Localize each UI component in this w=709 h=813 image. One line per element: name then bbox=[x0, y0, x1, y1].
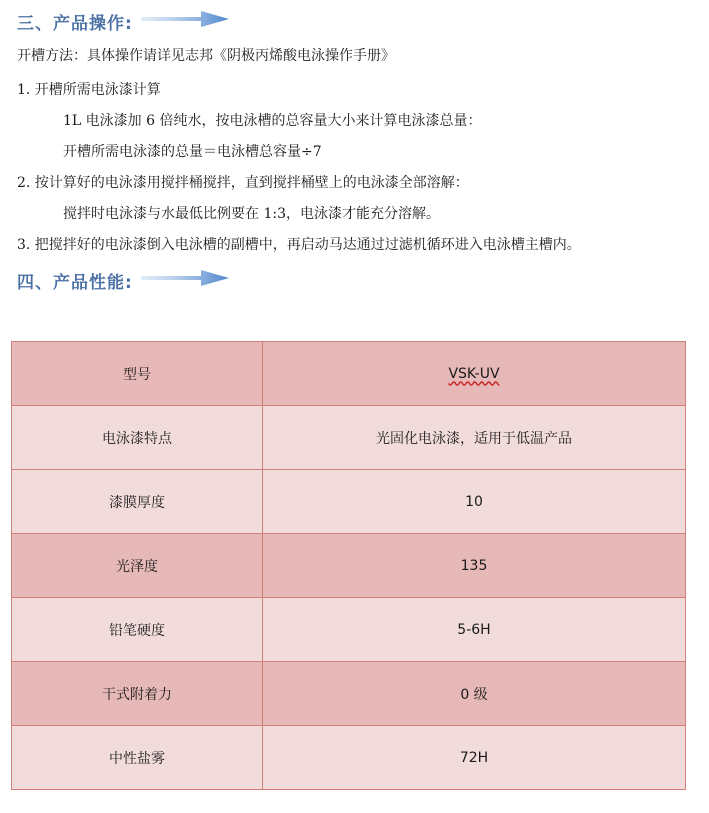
spec-value bbox=[263, 342, 686, 406]
spec-label: 中性盐雾 bbox=[12, 726, 263, 790]
step-1-detail-b: 开槽所需电泳漆的总量＝电泳槽总容量÷7 bbox=[63, 144, 322, 160]
spec-label: 型号 bbox=[12, 342, 263, 406]
table-row bbox=[12, 726, 686, 790]
spec-table bbox=[11, 341, 686, 790]
table-row bbox=[12, 662, 686, 726]
section-3-title: 三、产品操作: bbox=[17, 14, 133, 34]
spec-value: 72H bbox=[263, 726, 686, 790]
section-4-heading bbox=[17, 267, 231, 294]
table-row bbox=[12, 534, 686, 598]
spec-value: 5-6H bbox=[263, 598, 686, 662]
step-3: 3. 把搅拌好的电泳漆倒入电泳槽的副槽中，再启动马达通过过滤机循环进入电泳槽主槽内。 bbox=[17, 237, 581, 253]
spec-value: 0 级 bbox=[263, 662, 686, 726]
spec-label: 铅笔硬度 bbox=[12, 598, 263, 662]
table-row bbox=[12, 342, 686, 406]
spec-value: 10 bbox=[263, 470, 686, 534]
arrow-right-icon bbox=[139, 267, 231, 294]
spec-label: 光泽度 bbox=[12, 534, 263, 598]
step-2-detail: 搅拌时电泳漆与水最低比例要在 1:3，电泳漆才能充分溶解。 bbox=[63, 206, 440, 222]
intro-text: 开槽方法：具体操作请详见志邦《阴极丙烯酸电泳操作手册》 bbox=[17, 48, 395, 64]
spec-label: 电泳漆特点 bbox=[12, 406, 263, 470]
step-1: 1. 开槽所需电泳漆计算 bbox=[17, 82, 161, 98]
table-row bbox=[12, 598, 686, 662]
spec-value: 135 bbox=[263, 534, 686, 598]
table-row bbox=[12, 470, 686, 534]
spec-label: 漆膜厚度 bbox=[12, 470, 263, 534]
table-row bbox=[12, 406, 686, 470]
model-value: VSK-UV bbox=[448, 365, 500, 382]
step-2: 2. 按计算好的电泳漆用搅拌桶搅拌，直到搅拌桶壁上的电泳漆全部溶解： bbox=[17, 175, 469, 191]
step-1-detail-a: 1L 电泳漆加 6 倍纯水，按电泳槽的总容量大小来计算电泳漆总量： bbox=[63, 113, 482, 129]
spec-label: 干式附着力 bbox=[12, 662, 263, 726]
section-4-title: 四、产品性能: bbox=[17, 273, 133, 293]
section-3-heading bbox=[17, 8, 231, 35]
spec-value: 光固化电泳漆，适用于低温产品 bbox=[263, 406, 686, 470]
arrow-right-icon bbox=[139, 8, 231, 35]
